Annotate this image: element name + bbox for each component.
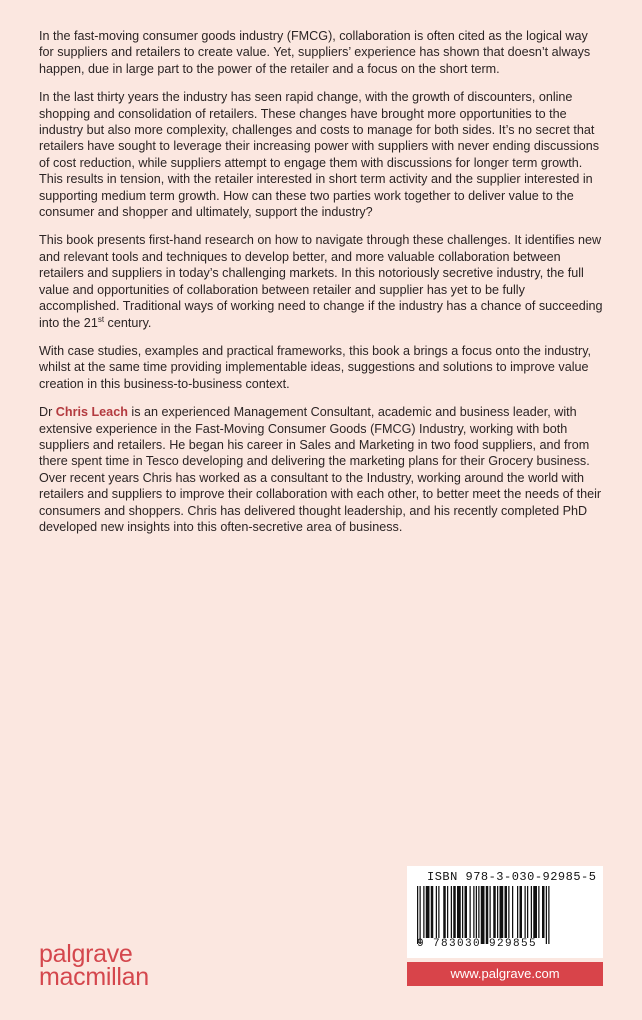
barcode-bar xyxy=(481,886,485,944)
isbn-barcode xyxy=(407,866,603,958)
barcode-bar xyxy=(490,886,491,938)
barcode-bar xyxy=(538,886,539,938)
barcode-bar xyxy=(465,886,468,938)
barcode-bar xyxy=(500,886,504,938)
author-bio-text: is an experienced Management Consultant, academic and business leader, with extensive experience in the Fast-Moving Consumer Goods (FMCG) Industry, working with both suppliers and retailers. He began his career in Sales and Marketing in two food suppliers, and from there spent time in Tesco developing and delivering the marketing plans for their Grocery business. Over recent years Chris has worked as a consultant to the Industry, working around the world with retailers and suppliers to improve their collaboration with each other, to better meet the needs of their consumers and shoppers. Chris has delivered thought leadership, and his recently completed PhD developed new insights into this often-secretive area of business. xyxy=(39,405,602,534)
author-name: Chris Leach xyxy=(55,405,128,420)
barcode-bar xyxy=(512,886,513,938)
barcode-bar xyxy=(473,886,474,938)
barcode-bar xyxy=(447,886,448,938)
barcode-bar xyxy=(423,886,424,938)
barcode-bar xyxy=(443,886,446,938)
barcode-bar xyxy=(470,886,471,938)
barcode-bar xyxy=(436,886,437,938)
barcode-bar xyxy=(438,886,439,938)
publisher-logo xyxy=(39,940,149,991)
barcode-bar xyxy=(420,886,421,944)
barcode-bar xyxy=(462,886,463,938)
barcode-bar xyxy=(497,886,498,938)
paragraph-book-summary-end: century. xyxy=(104,315,152,330)
barcode-bar xyxy=(525,886,526,938)
barcode-bar xyxy=(531,886,532,938)
barcode-bar xyxy=(431,886,434,938)
author-title: Dr xyxy=(39,405,56,420)
paragraph-book-summary xyxy=(39,232,605,330)
paragraph-case-studies: With case studies, examples and practical frameworks, this book a brings a focus onto the industry, whilst at the same time providing implementable ideas, suggestions and solutions to improve value creation in this business-to-business context. xyxy=(39,343,592,391)
barcode-bar xyxy=(426,886,430,938)
isbn-label: ISBN 978-3-030-92985-5 xyxy=(427,870,597,884)
barcode-bar xyxy=(548,886,549,944)
barcode-bar xyxy=(520,886,523,938)
publisher-website[interactable]: www.palgrave.com xyxy=(407,962,603,986)
barcode-bar xyxy=(451,886,452,938)
barcode-bar xyxy=(505,886,508,938)
publisher-logo-line2: macmillan xyxy=(39,963,149,991)
barcode-bar xyxy=(457,886,461,938)
paragraph-industry-change: In the last thirty years the industry has seen rapid change, with the growth of discounters, online shopping and consolidation of retailers. These changes have brought more opportunities to the industry but also more complexity, challenges and costs to manage for both sides. It’s no secret that retailers have sought to leverage their increasing power with suppliers with never ending discussions of cost reduction, while suppliers attempt to engage them with discussions for longer term growth. This results in tension, with the retailer interested in short term activity and the supplier interested in supporting medium term growth. How can these two parties work together to deliver value to the consumer and shopper and ultimately, support the industry? xyxy=(39,90,600,220)
publisher-logo-line1: palgrave xyxy=(39,940,133,968)
paragraph-book-summary-text: This book presents first-hand research on how to navigate through these challenges. It identifies new and relevant tools and techniques to develop better, and more valuable collaboration between retailers and suppliers in today’s challenging markets. In this notoriously secretive industry, the full value and opportunities of collaboration between retailer and supplier has yet to be fully accomplished. Traditional ways of working need to change if the industry has a chance of succeeding into the 21 xyxy=(39,233,603,330)
paragraph-intro: In the fast-moving consumer goods industry (FMCG), collaboration is often cited as the logical way for suppliers and retailers to create value. Yet, suppliers’ experience has shown that doesn’t always happen, due in large part to the power of the retailer and a focus on the short term. xyxy=(39,29,591,76)
back-cover-text xyxy=(39,28,605,547)
ordinal-suffix: st xyxy=(97,314,105,324)
barcode-bar xyxy=(517,886,518,938)
barcode-bar xyxy=(533,886,537,938)
barcode-bar xyxy=(453,886,456,938)
barcode-bar xyxy=(546,886,547,944)
barcode-bar xyxy=(493,886,496,938)
barcode-bar xyxy=(486,886,489,944)
barcode-bar xyxy=(476,886,477,938)
barcode-bar xyxy=(478,886,479,938)
barcode-bar xyxy=(508,886,509,938)
barcode-bar xyxy=(527,886,528,938)
author-bio xyxy=(39,404,605,535)
barcode-bar xyxy=(542,886,545,938)
barcode-bar xyxy=(417,886,418,944)
barcode-digits: 9 783030 929855 xyxy=(417,938,538,950)
